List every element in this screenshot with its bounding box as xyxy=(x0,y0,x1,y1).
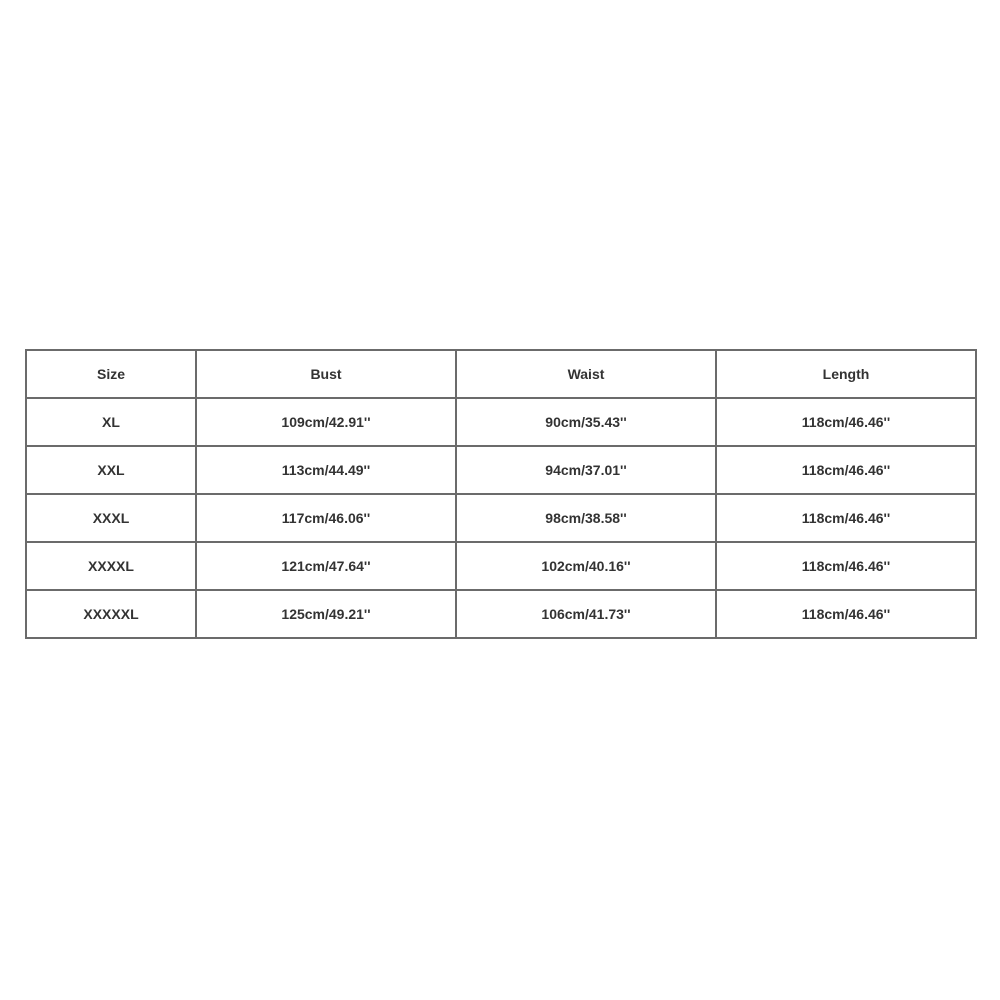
cell-waist: 98cm/38.58'' xyxy=(456,494,716,542)
cell-length: 118cm/46.46'' xyxy=(716,446,976,494)
cell-size: XXXXXL xyxy=(26,590,196,638)
cell-bust: 113cm/44.49'' xyxy=(196,446,456,494)
table-row xyxy=(26,398,976,446)
cell-waist: 102cm/40.16'' xyxy=(456,542,716,590)
cell-bust: 125cm/49.21'' xyxy=(196,590,456,638)
cell-waist: 94cm/37.01'' xyxy=(456,446,716,494)
cell-bust: 121cm/47.64'' xyxy=(196,542,456,590)
size-chart-table xyxy=(25,349,977,639)
cell-waist: 106cm/41.73'' xyxy=(456,590,716,638)
cell-length: 118cm/46.46'' xyxy=(716,542,976,590)
header-bust: Bust xyxy=(196,350,456,398)
cell-length: 118cm/46.46'' xyxy=(716,494,976,542)
cell-size: XXXXL xyxy=(26,542,196,590)
cell-waist: 90cm/35.43'' xyxy=(456,398,716,446)
header-waist: Waist xyxy=(456,350,716,398)
header-length: Length xyxy=(716,350,976,398)
cell-size: XXL xyxy=(26,446,196,494)
table-header-row xyxy=(26,350,976,398)
cell-size: XL xyxy=(26,398,196,446)
table-row xyxy=(26,590,976,638)
cell-length: 118cm/46.46'' xyxy=(716,590,976,638)
header-size: Size xyxy=(26,350,196,398)
table-row xyxy=(26,494,976,542)
cell-length: 118cm/46.46'' xyxy=(716,398,976,446)
cell-size: XXXL xyxy=(26,494,196,542)
cell-bust: 109cm/42.91'' xyxy=(196,398,456,446)
table-row xyxy=(26,446,976,494)
table-row xyxy=(26,542,976,590)
cell-bust: 117cm/46.06'' xyxy=(196,494,456,542)
